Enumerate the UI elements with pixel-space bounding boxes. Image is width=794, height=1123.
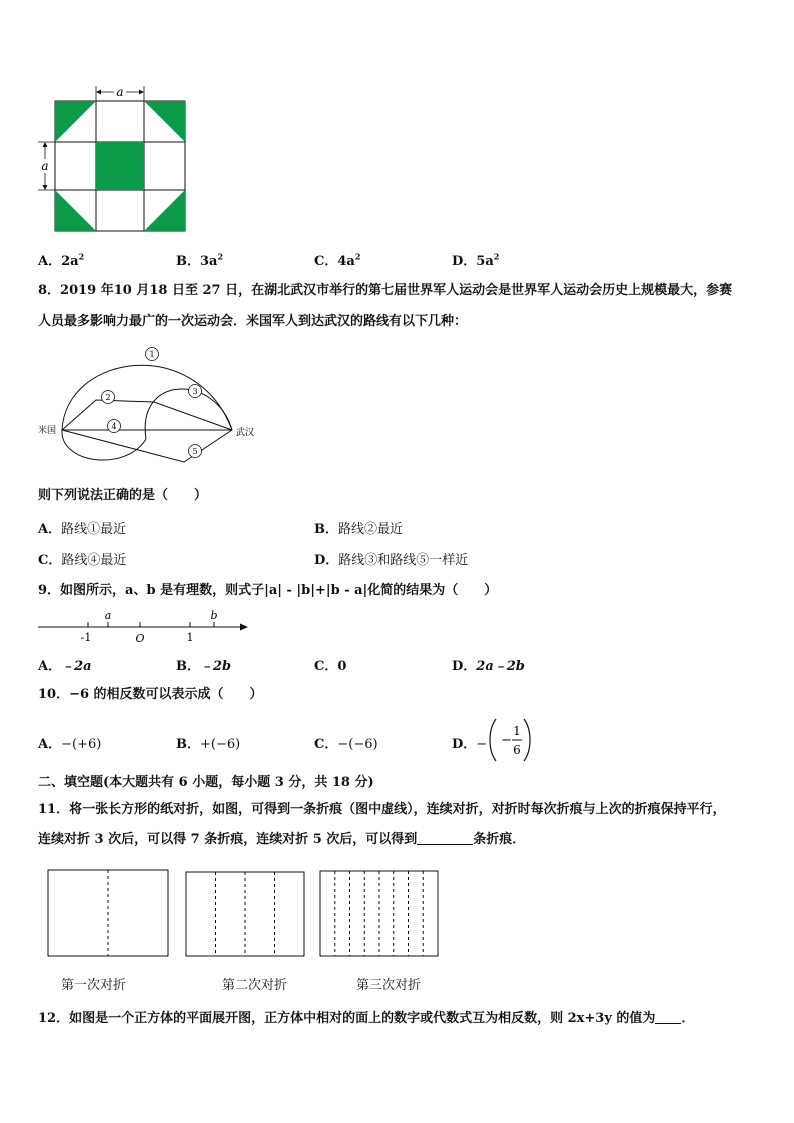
place-label-right: 武汉 (236, 428, 255, 438)
place-label-left: 米国 (38, 426, 57, 436)
corner-triangle-tl (55, 101, 96, 142)
q8-option-b[interactable]: B．路线②最近 (314, 522, 404, 537)
q9-option-b[interactable]: B．﹣2b (176, 659, 232, 674)
axis-label-b: b (210, 609, 218, 622)
fold-caption-2: 第二次对折 (222, 978, 288, 993)
number-line-svg (36, 605, 251, 645)
q7-option-c[interactable]: C．$4a^2$ (314, 251, 361, 269)
axis-label-a: a (104, 609, 112, 622)
corner-triangle-br (144, 190, 185, 231)
figure-number-line (36, 605, 251, 645)
q8-question: 则下列说法正确的是（ ） (38, 488, 208, 503)
q12-stem: 12．如图是一个正方体的平面展开图，正方体中相对的面上的数字或代数式互为相反数，则 2x+3y 的值为 ． (38, 1011, 695, 1026)
q8-option-a[interactable]: A．路线①最近 (38, 522, 127, 537)
figure-square-pattern (30, 82, 200, 234)
q8-option-d[interactable]: D．路线③和路线⑤一样近 (314, 553, 469, 568)
fold-caption-1: 第一次对折 (61, 978, 127, 993)
q10-option-b[interactable]: B．+(−6) (176, 737, 241, 752)
q8-stem-line1: 8．2019 年10 月18 日至 27 日，在湖北武汉市举行的第七届世界军人运动会是世界军人运动会历史上规模最大，参赛 (38, 283, 733, 298)
q10-stem: 10．−6 的相反数可以表示成（ ） (38, 687, 263, 702)
figure-folds (46, 868, 446, 960)
fraction-svg (486, 716, 532, 764)
q10-option-c[interactable]: C．−(−6) (314, 737, 378, 752)
square-pattern-svg (30, 82, 200, 234)
fraction-numerator: 1 (513, 724, 521, 738)
q9-stem: 9．如图所示，a、b 是有理数，则式子|a| - |b|+|b - a|化简的结果为（ ） (38, 583, 498, 598)
q8-option-c[interactable]: C．路线④最近 (38, 553, 127, 568)
q10-option-a[interactable]: A．−(+6) (38, 737, 102, 752)
dim-label-top: a (116, 85, 124, 99)
q12-answer-blank[interactable] (655, 1009, 681, 1024)
folds-svg (46, 868, 446, 960)
q8-stem-line2: 人员最多影响力最广的一次运动会．米国军人到达武汉的路线有以下几种： (38, 314, 468, 329)
q11-answer-blank[interactable] (417, 830, 473, 845)
route-label-1: 1 (149, 350, 155, 359)
corner-triangle-tr (144, 101, 185, 142)
q7-option-b[interactable]: B．$3a^2$ (176, 251, 224, 269)
q9-option-c[interactable]: C．0 (314, 659, 347, 674)
fraction-sign: − (501, 733, 512, 748)
route-label-4: 4 (111, 422, 117, 431)
center-square (96, 142, 144, 190)
route-label-3: 3 (192, 387, 198, 396)
q10-option-d-fraction (486, 716, 532, 764)
axis-label-origin: O (135, 632, 145, 645)
route-label-5: 5 (192, 447, 198, 456)
section-heading: 二、填空题(本大题共有 6 小题，每小题 3 分，共 18 分) (38, 775, 374, 790)
q11-stem-line2: 连续对折 3 次后，可以得 7 条折痕，连续对折 5 次后，可以得到 条折痕． (38, 832, 526, 847)
corner-triangle-bl (55, 190, 96, 231)
dim-label-left: a (41, 159, 49, 173)
q9-option-a[interactable]: A．﹣2a (38, 659, 92, 674)
route-label-2: 2 (105, 393, 111, 402)
q11-stem-line1: 11．将一张长方形的纸对折，如图，可得到一条折痕（图中虚线），连续对折，对折时每次折痕与上次的折痕保持平行， (38, 802, 726, 817)
axis-label-one: 1 (186, 631, 194, 644)
q7-option-a[interactable]: A．$2a^2$ (38, 251, 85, 269)
q10-option-d[interactable]: D．− (452, 737, 488, 752)
fraction-denominator: 6 (513, 743, 521, 757)
q9-option-d[interactable]: D．2a﹣2b (452, 659, 525, 674)
axis-label-neg1: -1 (80, 631, 92, 644)
routes-svg (36, 344, 276, 474)
q7-option-d[interactable]: D．$5a^2$ (452, 251, 500, 269)
fold-caption-3: 第三次对折 (356, 978, 422, 993)
figure-routes (36, 344, 276, 474)
